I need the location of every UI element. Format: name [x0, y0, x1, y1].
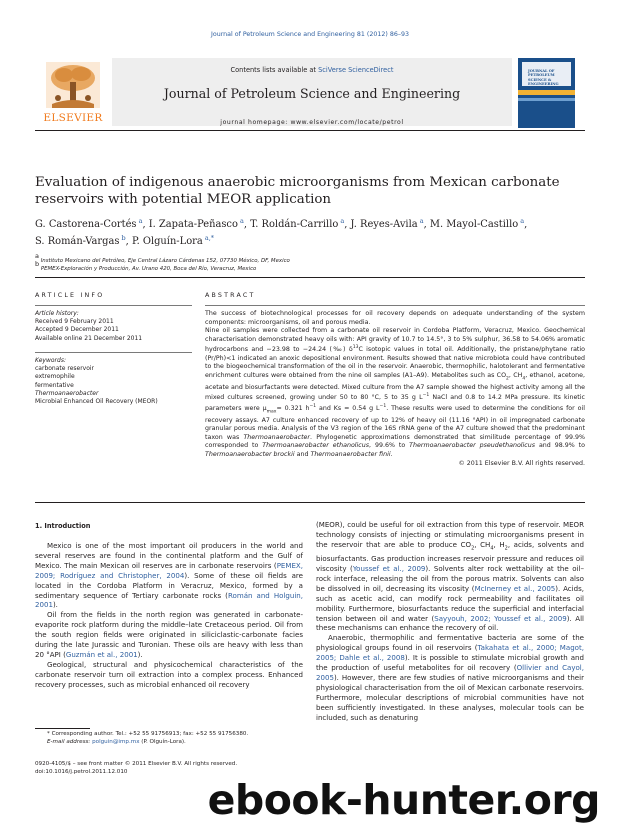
author-affiliation-marker: a — [136, 217, 143, 225]
divider — [35, 352, 192, 353]
publication-info — [35, 761, 303, 776]
body-paragraph: Oil from the fields in the north region was generated in carbonate-evaporite rock platform during the middle–late Cretaceous period. Oil from the south region fields were originated in siliciclastic-carbonate facies during the late Jurassic and Turonian. These oils are heavy with less than 20 °API (Guzmán et al., 2001). — [35, 610, 303, 659]
article-title: Evaluation of indigenous anaerobic microorganisms from Mexican carbonate reservoirs with potential MEOR application — [35, 175, 560, 207]
elsevier-logo — [38, 58, 108, 130]
cover-title: JOURNAL OF PETROLEUM SCIENCE & ENGINEERING — [528, 69, 559, 86]
journal-homepage[interactable]: journal homepage: www.elsevier.com/locate/petrol — [220, 119, 404, 126]
divider — [35, 305, 192, 306]
abstract-paragraph: The success of biotechnological processes for oil recovery depends on adequate understanding of the system components: microorganisms, oil and porous media. — [205, 310, 585, 326]
citation-link[interactable]: Guzmán et al., 2001 — [65, 649, 138, 659]
email-link[interactable]: polguin@imp.mx — [92, 738, 140, 745]
doi-line[interactable]: doi:10.1016/j.petrol.2011.12.010 — [35, 768, 128, 775]
article-info-heading: ARTICLE INFO — [35, 292, 105, 299]
author-name[interactable]: G. Castorena-Cortés — [35, 219, 137, 230]
citation-link[interactable]: Ollivier and Cayol, 2005 — [316, 663, 585, 682]
contents-line — [112, 66, 512, 74]
body-paragraph: Mexico is one of the most important oil producers in the world and several reserves are found in the continental platform and the Gulf of Mexico. The main Mexican oil reserves are in carbonate reservoirs (PEMEX, 2009; Rodríguez and Christopher, 2004). Some of these oil fields are located in the Cordoba Platform in Veracruz, Mexico, formed by a sedimentary sequence of Tertiary carbonate rocks (Román and Holguin, 2001). — [35, 541, 304, 610]
body-column-right — [316, 520, 584, 723]
author-name[interactable]: M. Mayol-Castillo — [429, 219, 519, 230]
abstract-heading: ABSTRACT — [205, 292, 256, 299]
author-name[interactable]: P. Olguín-Lora — [131, 235, 203, 247]
journal-citation[interactable]: Journal of Petroleum Science and Engineering 81 (2012) 86–93 — [211, 31, 409, 38]
author-affiliation-marker: a,* — [202, 233, 215, 242]
affiliation-a: a Instituto Mexicano del Petróleo, Eje Central Lázaro Cárdenas 152, 07730 México, DF, Mexico — [35, 252, 290, 264]
contents-prefix: Contents lists available at — [230, 66, 317, 74]
divider — [205, 305, 585, 306]
author-affiliation-marker: a — [417, 217, 424, 225]
body-paragraph: Anaerobic, thermophilic and fermentative bacteria are some of the physiological groups found in oil reservoirs (Takahata et al., 2000; Magot, 2005; Dahle et al., 2008). It is possible to stimulate microbial growth and the production of useful metabolites for oil recovery (Ollivier and Cayol, 2005). However, there are few studies of native microorganisms and their physiological characterisation from the oil of Mexican carbonate reservoirs. Furthermore, molecular descriptions of microbial communities have not been sufficiently investigated. In these analyses, molecular tools can be included, such as denaturing — [316, 633, 585, 722]
citation-link[interactable]: Sayyouh, 2002; Youssef et al., 2009 — [434, 613, 567, 623]
author-affiliation-marker: b — [119, 233, 126, 242]
affiliation-b: b PEMEX-Exploración y Producción, Av. Urano 420, Boca del Río, Veracruz, Mexico — [35, 260, 257, 272]
author-affiliation-marker: a — [237, 217, 244, 225]
abstract-paragraph: Nine oil samples were collected from a carbonate oil reservoir in Cordoba Platform, Veracruz, Mexico. Geochemical characterisation demonstrated heavy oils with: API gravity of 10.7 to 14.5°, 3 to 5% sulphur, 36.58 to 54.06% aromatic hydrocarbons and −23.98 to −24.24 (‰) $\delta^{13}C$ isotopic values in total oil. Additionally, the pristane/phytane ratio (Pr/Ph)<1 indicated an anoxic depositional environment. Results showed that native microbiota could have contributed to the biogeochemical transformation of the oil in the reservoir. Anaerobic, thermophilic, halotolerant and fermentative enrichment cultures were obtained from the nine oil samples (A1–A9). Metabolites such as $CO_2$, $CH_4$, ethanol, acetone, acetate and biosurfactants were detected. Mixed culture from the A7 sample showed the highest activity among all the mixed cultures screened, growing under 50 to 80 °C, 5 to 35 g $L^{-1}$ NaCl and 0.8 to 14.2 MPa pressure. Its kinetic parameters were $\mu_{max}= 0.321$ $h^{-1}$ and Ks = 0.54 g $L^{-1}$. These results were used to determine the conditions for oil recovery assays. A7 culture enhanced recovery of up to 12% of heavy oil (11.16 °API) in oil impregnated carbonate granular porous media. Analysis of the V3 region of the 16S rRNA gene of the A7 culture showed that the predominant taxon was Thermoanaerobacter. Phylogenetic approximations demonstrated that similitude percentage of 99.9% corresponded to Thermoanaerobacter ethanolicus, 99.6% to Thermoanaerobacter pseudethanolicus and 98.9% to Thermoanaerobacter brockii and Thermoanaerobacter finii. — [205, 327, 585, 458]
footnote-divider — [35, 728, 90, 729]
keyword: Thermoanaerobacter — [35, 389, 99, 397]
abstract-body — [205, 310, 585, 468]
keyword: carbonate reservoir — [35, 365, 95, 373]
author-name[interactable]: I. Zapata-Peñasco — [148, 219, 238, 230]
citation-link[interactable]: PEMEX, 2009; Rodríguez and Christopher, 2004 — [35, 560, 303, 580]
keyword: extremophile — [35, 373, 75, 381]
body-paragraph: (MEOR), could be useful for oil extraction from this type of reservoir. MEOR technology consists of injecting or stimulating microorganisms present in the reservoir that are able to produce $CO_2$, $CH_4$, $H_2$, acids, solvents and biosurfactants. Gas production increases reservoir pressure and reduces oil viscosity (Youssef et al., 2009). Solvents alter rock wettability at the oil–rock interface, releasing the oil from the porous matrix. Solvents can also be dissolved in oil, decreasing its viscosity (McInerney et al., 2005). Acids, such as acetic acid, can modify rock permeability and facilitates oil mobility. Furthermore, biosurfactants reduce the superficial and interfacial tension between oil and water (Sayyouh, 2002; Youssef et al., 2009). All these mechanisms can enhance the recovery of oil. — [316, 520, 584, 633]
keywords: Keywords: carbonate reservoir extremophile fermentative Thermoanaerobacter Microbial Enhanced Oil Recovery (MEOR) — [35, 357, 192, 406]
author-affiliation-marker: a — [518, 217, 525, 225]
section-heading-introduction: 1. Introduction — [35, 522, 91, 530]
keyword: Microbial Enhanced Oil Recovery (MEOR) — [35, 398, 158, 406]
body-paragraph: Geological, structural and physicochemical characteristics of the carbonate reservoir turn oil extraction into a complex process. Enhanced recovery processes, such as microbial enhanced oil recovery — [35, 659, 303, 689]
divider — [35, 277, 585, 278]
citation-link[interactable]: McInerney et al., 2005 — [474, 583, 556, 593]
author-name[interactable]: J. Reyes-Avila — [350, 219, 418, 230]
article-history: Article history: Received 9 February 2011 Accepted 9 December 2011 Available online 21 December 2011 — [35, 310, 143, 342]
author-affiliation-marker: a — [338, 217, 345, 225]
citation-link[interactable]: Román and Holguin, 2001 — [35, 590, 304, 610]
elsevier-tree-icon — [46, 62, 100, 108]
author-list: G. Castorena-Cortés $^a$, I. Zapata-Peñasco $^a$, T. Roldán-Carrillo $^a$, J. Reyes-Avila $^a$, M. Mayol-Castillo $^a$, S. Román-Vargas $^b$, P. Olguín-Lora $^{a,*}$ — [35, 217, 528, 247]
keyword: fermentative — [35, 381, 74, 389]
issn-line: 0920-4105/$ – see front matter © 2011 Elsevier B.V. All rights reserved. — [35, 761, 238, 767]
citation-link[interactable]: Takahata et al., 2000; Magot, 2005; Dahle et al., 2008 — [316, 643, 584, 663]
abstract-copyright: © 2011 Elsevier B.V. All rights reserved. — [458, 459, 585, 467]
body-column-left — [35, 541, 303, 690]
sciencedirect-link[interactable]: SciVerse ScienceDirect — [318, 66, 394, 74]
divider — [35, 502, 585, 503]
author-name[interactable]: T. Roldán-Carrillo — [250, 219, 339, 230]
watermark: ebook-hunter.org — [207, 776, 600, 824]
author-name[interactable]: S. Román-Vargas — [35, 235, 120, 247]
elsevier-wordmark: ELSEVIER — [43, 112, 103, 124]
journal-cover-image — [518, 58, 575, 128]
corresponding-author-footnote: * Corresponding author. Tel.: +52 55 91756913; fax: +52 55 91756380. E-mail address: polguin@imp.mx (P. Olguín-Lora). — [47, 731, 249, 745]
citation-link[interactable]: Youssef et al., 2009 — [352, 564, 426, 574]
journal-title: Journal of Petroleum Science and Engineering — [163, 86, 461, 101]
